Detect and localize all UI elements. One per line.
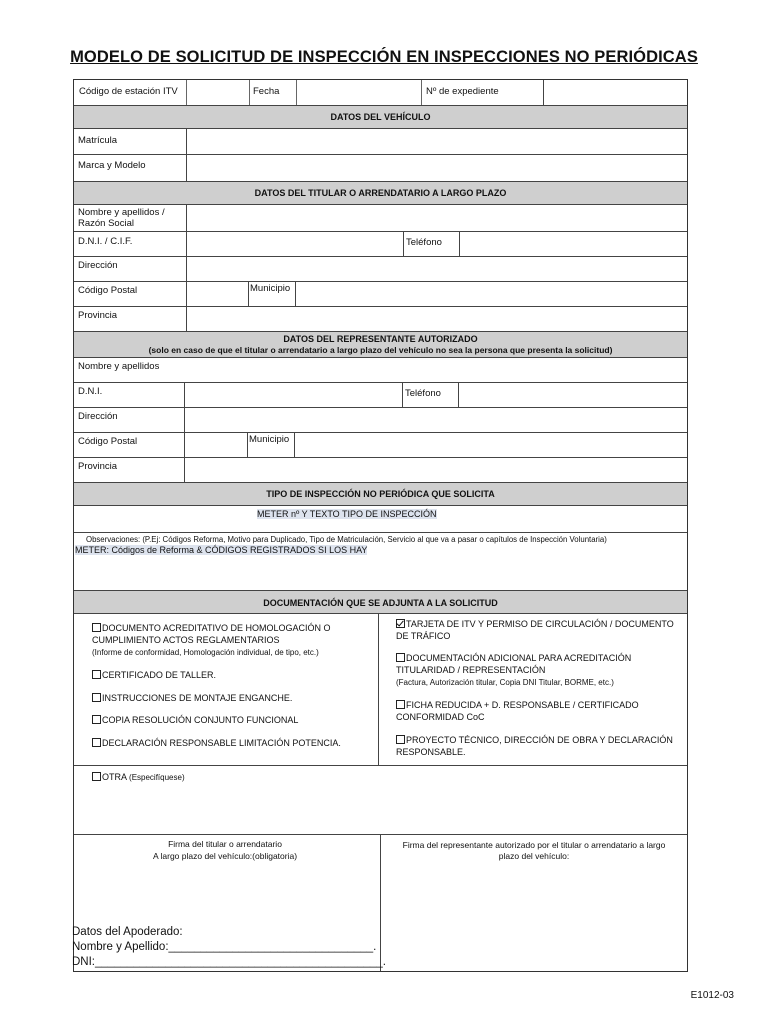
doc-technical-project-line1: PROYECTO TÉCNICO, DIRECCIÓN DE OBRA Y DECLARACIÓN bbox=[406, 735, 673, 745]
doc-itv-card-line2: DE TRÁFICO bbox=[396, 631, 451, 641]
divider bbox=[74, 532, 687, 533]
holder-name-line2: Razón Social bbox=[78, 218, 134, 229]
doc-other-item[interactable] bbox=[92, 771, 185, 784]
doc-other-label: OTRA bbox=[102, 772, 127, 782]
vehicle-section-heading: DATOS DEL VEHÍCULO bbox=[74, 105, 687, 129]
form-title: MODELO DE SOLICITUD DE INSPECCIÓN EN INSPECCIONES NO PERIÓDICAS bbox=[70, 48, 698, 66]
divider bbox=[543, 80, 544, 105]
doc-homologation-note: (Informe de conformidad, Homologación individual, de tipo, etc.) bbox=[92, 648, 319, 657]
holder-phone-label: Teléfono bbox=[406, 237, 442, 248]
divider bbox=[186, 205, 187, 331]
divider bbox=[74, 765, 687, 766]
proxy-name-field[interactable]: Nombre y Apellido:________________________________. bbox=[72, 941, 377, 953]
divider bbox=[378, 614, 379, 765]
doc-reduced-sheet-line1: FICHA REDUCIDA + D. RESPONSABLE / CERTIFICADO bbox=[406, 700, 639, 710]
holder-name-line1: Nombre y apellidos / bbox=[78, 207, 165, 218]
divider bbox=[74, 231, 687, 232]
holder-province-label: Provincia bbox=[78, 310, 118, 321]
doc-technical-project-line2: RESPONSABLE. bbox=[396, 747, 466, 757]
representative-heading: DATOS DEL REPRESENTANTE AUTORIZADO bbox=[283, 334, 478, 344]
divider bbox=[459, 231, 460, 256]
rep-name-label: Nombre y apellidos bbox=[78, 361, 160, 372]
representative-subheading: (solo en caso de que el titular o arrendatario a largo plazo del vehículo no sea la persona que presenta la solicitud) bbox=[148, 345, 613, 355]
divider bbox=[295, 281, 296, 306]
doc-homologation-line2: CUMPLIMIENTO ACTOS REGLAMENTARIOS bbox=[92, 635, 280, 645]
make-model-label: Marca y Modelo bbox=[78, 160, 146, 171]
holder-municipality-label: Municipio bbox=[250, 283, 291, 294]
doc-hitch-checkbox[interactable] bbox=[92, 693, 101, 702]
inspection-type-value[interactable]: METER nº Y TEXTO TIPO DE INSPECCIÓN bbox=[257, 509, 437, 519]
plate-label: Matrícula bbox=[78, 135, 118, 146]
doc-ownership-checkbox[interactable] bbox=[396, 653, 405, 662]
rep-province-label: Provincia bbox=[78, 461, 118, 472]
holder-signature-line1: Firma del titular o arrendatario bbox=[168, 839, 282, 849]
doc-homologation-checkbox[interactable] bbox=[92, 623, 101, 632]
divider bbox=[402, 382, 403, 407]
doc-functional-set-checkbox[interactable] bbox=[92, 715, 101, 724]
documentation-heading: DOCUMENTACIÓN QUE SE ADJUNTA A LA SOLICITUD bbox=[74, 590, 687, 614]
doc-other-checkbox[interactable] bbox=[92, 772, 101, 781]
doc-hitch-item[interactable] bbox=[92, 692, 292, 704]
doc-ownership-note: (Factura, Autorización titular, Copia DNI Titular, BORME, etc.) bbox=[396, 678, 614, 687]
proxy-dni-field[interactable]: DNI:_____________________________________________. bbox=[72, 956, 387, 968]
holder-section-heading: DATOS DEL TITULAR O ARRENDATARIO A LARGO PLAZO bbox=[74, 181, 687, 205]
doc-ownership-item[interactable] bbox=[396, 652, 631, 689]
date-label: Fecha bbox=[253, 86, 280, 97]
station-code-label: Código de estación ITV bbox=[79, 86, 178, 97]
divider bbox=[74, 256, 687, 257]
doc-functional-set-label: COPIA RESOLUCIÓN CONJUNTO FUNCIONAL bbox=[102, 715, 299, 725]
divider bbox=[74, 457, 687, 458]
file-number-label: Nº de expediente bbox=[426, 86, 499, 97]
divider bbox=[74, 154, 687, 155]
holder-name-label bbox=[78, 207, 165, 229]
doc-workshop-checkbox[interactable] bbox=[92, 670, 101, 679]
doc-ownership-line1: DOCUMENTACIÓN ADICIONAL PARA ACREDITACIÓN bbox=[406, 653, 632, 663]
rep-municipality-label: Municipio bbox=[249, 434, 290, 445]
holder-signature-line2: A largo plazo del vehículo:(obligatoria) bbox=[152, 851, 298, 861]
proxy-heading: Datos del Apoderado: bbox=[72, 926, 183, 938]
divider bbox=[186, 129, 187, 181]
divider bbox=[74, 407, 687, 408]
rep-id-label: D.N.I. bbox=[78, 386, 103, 397]
doc-functional-set-item[interactable] bbox=[92, 714, 298, 726]
doc-power-limit-item[interactable] bbox=[92, 737, 341, 749]
representative-section-heading bbox=[74, 331, 687, 358]
holder-address-label: Dirección bbox=[78, 260, 118, 271]
rep-signature-line2: plazo del vehículo: bbox=[498, 851, 570, 861]
date-field[interactable] bbox=[296, 80, 422, 105]
doc-hitch-label: INSTRUCCIONES DE MONTAJE ENGANCHE. bbox=[102, 693, 293, 703]
doc-ownership-line2: TITULARIDAD / REPRESENTACIÓN bbox=[396, 665, 546, 675]
doc-power-limit-checkbox[interactable] bbox=[92, 738, 101, 747]
station-code-field[interactable] bbox=[186, 80, 250, 105]
doc-itv-card-checkbox[interactable] bbox=[396, 619, 405, 628]
inspection-type-heading: TIPO DE INSPECCIÓN NO PERIÓDICA QUE SOLICITA bbox=[74, 482, 687, 506]
rep-phone-label: Teléfono bbox=[405, 388, 441, 399]
divider bbox=[74, 432, 687, 433]
doc-homologation-line1: DOCUMENTO ACREDITATIVO DE HOMOLOGACIÓN O bbox=[102, 623, 331, 633]
doc-workshop-label: CERTIFICADO DE TALLER. bbox=[102, 670, 217, 680]
doc-other-note: (Especifíquese) bbox=[129, 773, 185, 782]
divider bbox=[248, 281, 249, 306]
holder-postal-label: Código Postal bbox=[78, 285, 138, 296]
doc-homologation-item[interactable] bbox=[92, 622, 331, 659]
doc-itv-card-item[interactable] bbox=[396, 618, 674, 642]
observations-label: Observaciones: (P.Ej: Códigos Reforma, Motivo para Duplicado, Tipo de Matriculación, Servicio al que va a pasar o capítulos de Inspección Voluntaria) bbox=[86, 535, 607, 544]
holder-signature-label bbox=[120, 838, 330, 862]
divider bbox=[74, 382, 687, 383]
holder-id-label: D.N.I. / C.I.F. bbox=[78, 236, 133, 247]
divider bbox=[74, 306, 687, 307]
observations-value[interactable]: METER: Códigos de Reforma & CÓDIGOS REGISTRADOS SI LOS HAY bbox=[75, 545, 368, 555]
divider bbox=[247, 432, 248, 457]
divider bbox=[458, 382, 459, 407]
proxy-data bbox=[72, 925, 386, 970]
divider bbox=[74, 281, 687, 282]
rep-address-label: Dirección bbox=[78, 411, 118, 422]
rep-postal-label: Código Postal bbox=[78, 436, 138, 447]
divider bbox=[403, 231, 404, 256]
doc-power-limit-label: DECLARACIÓN RESPONSABLE LIMITACIÓN POTENCIA. bbox=[102, 738, 341, 748]
doc-workshop-item[interactable] bbox=[92, 669, 216, 681]
form-code: E1012-03 bbox=[690, 990, 734, 1001]
doc-technical-project-item[interactable] bbox=[396, 734, 673, 758]
rep-signature-line1: Firma del representante autorizado por el titular o arrendatario a largo bbox=[402, 840, 666, 850]
doc-technical-project-checkbox[interactable] bbox=[396, 735, 405, 744]
rep-signature-label bbox=[382, 840, 686, 862]
doc-reduced-sheet-item[interactable] bbox=[396, 699, 639, 723]
doc-reduced-sheet-line2: CONFORMIDAD CoC bbox=[396, 712, 485, 722]
divider bbox=[294, 432, 295, 457]
doc-itv-card-line1: TARJETA DE ITV Y PERMISO DE CIRCULACIÓN / DOCUMENTO bbox=[406, 619, 674, 629]
doc-reduced-sheet-checkbox[interactable] bbox=[396, 700, 405, 709]
